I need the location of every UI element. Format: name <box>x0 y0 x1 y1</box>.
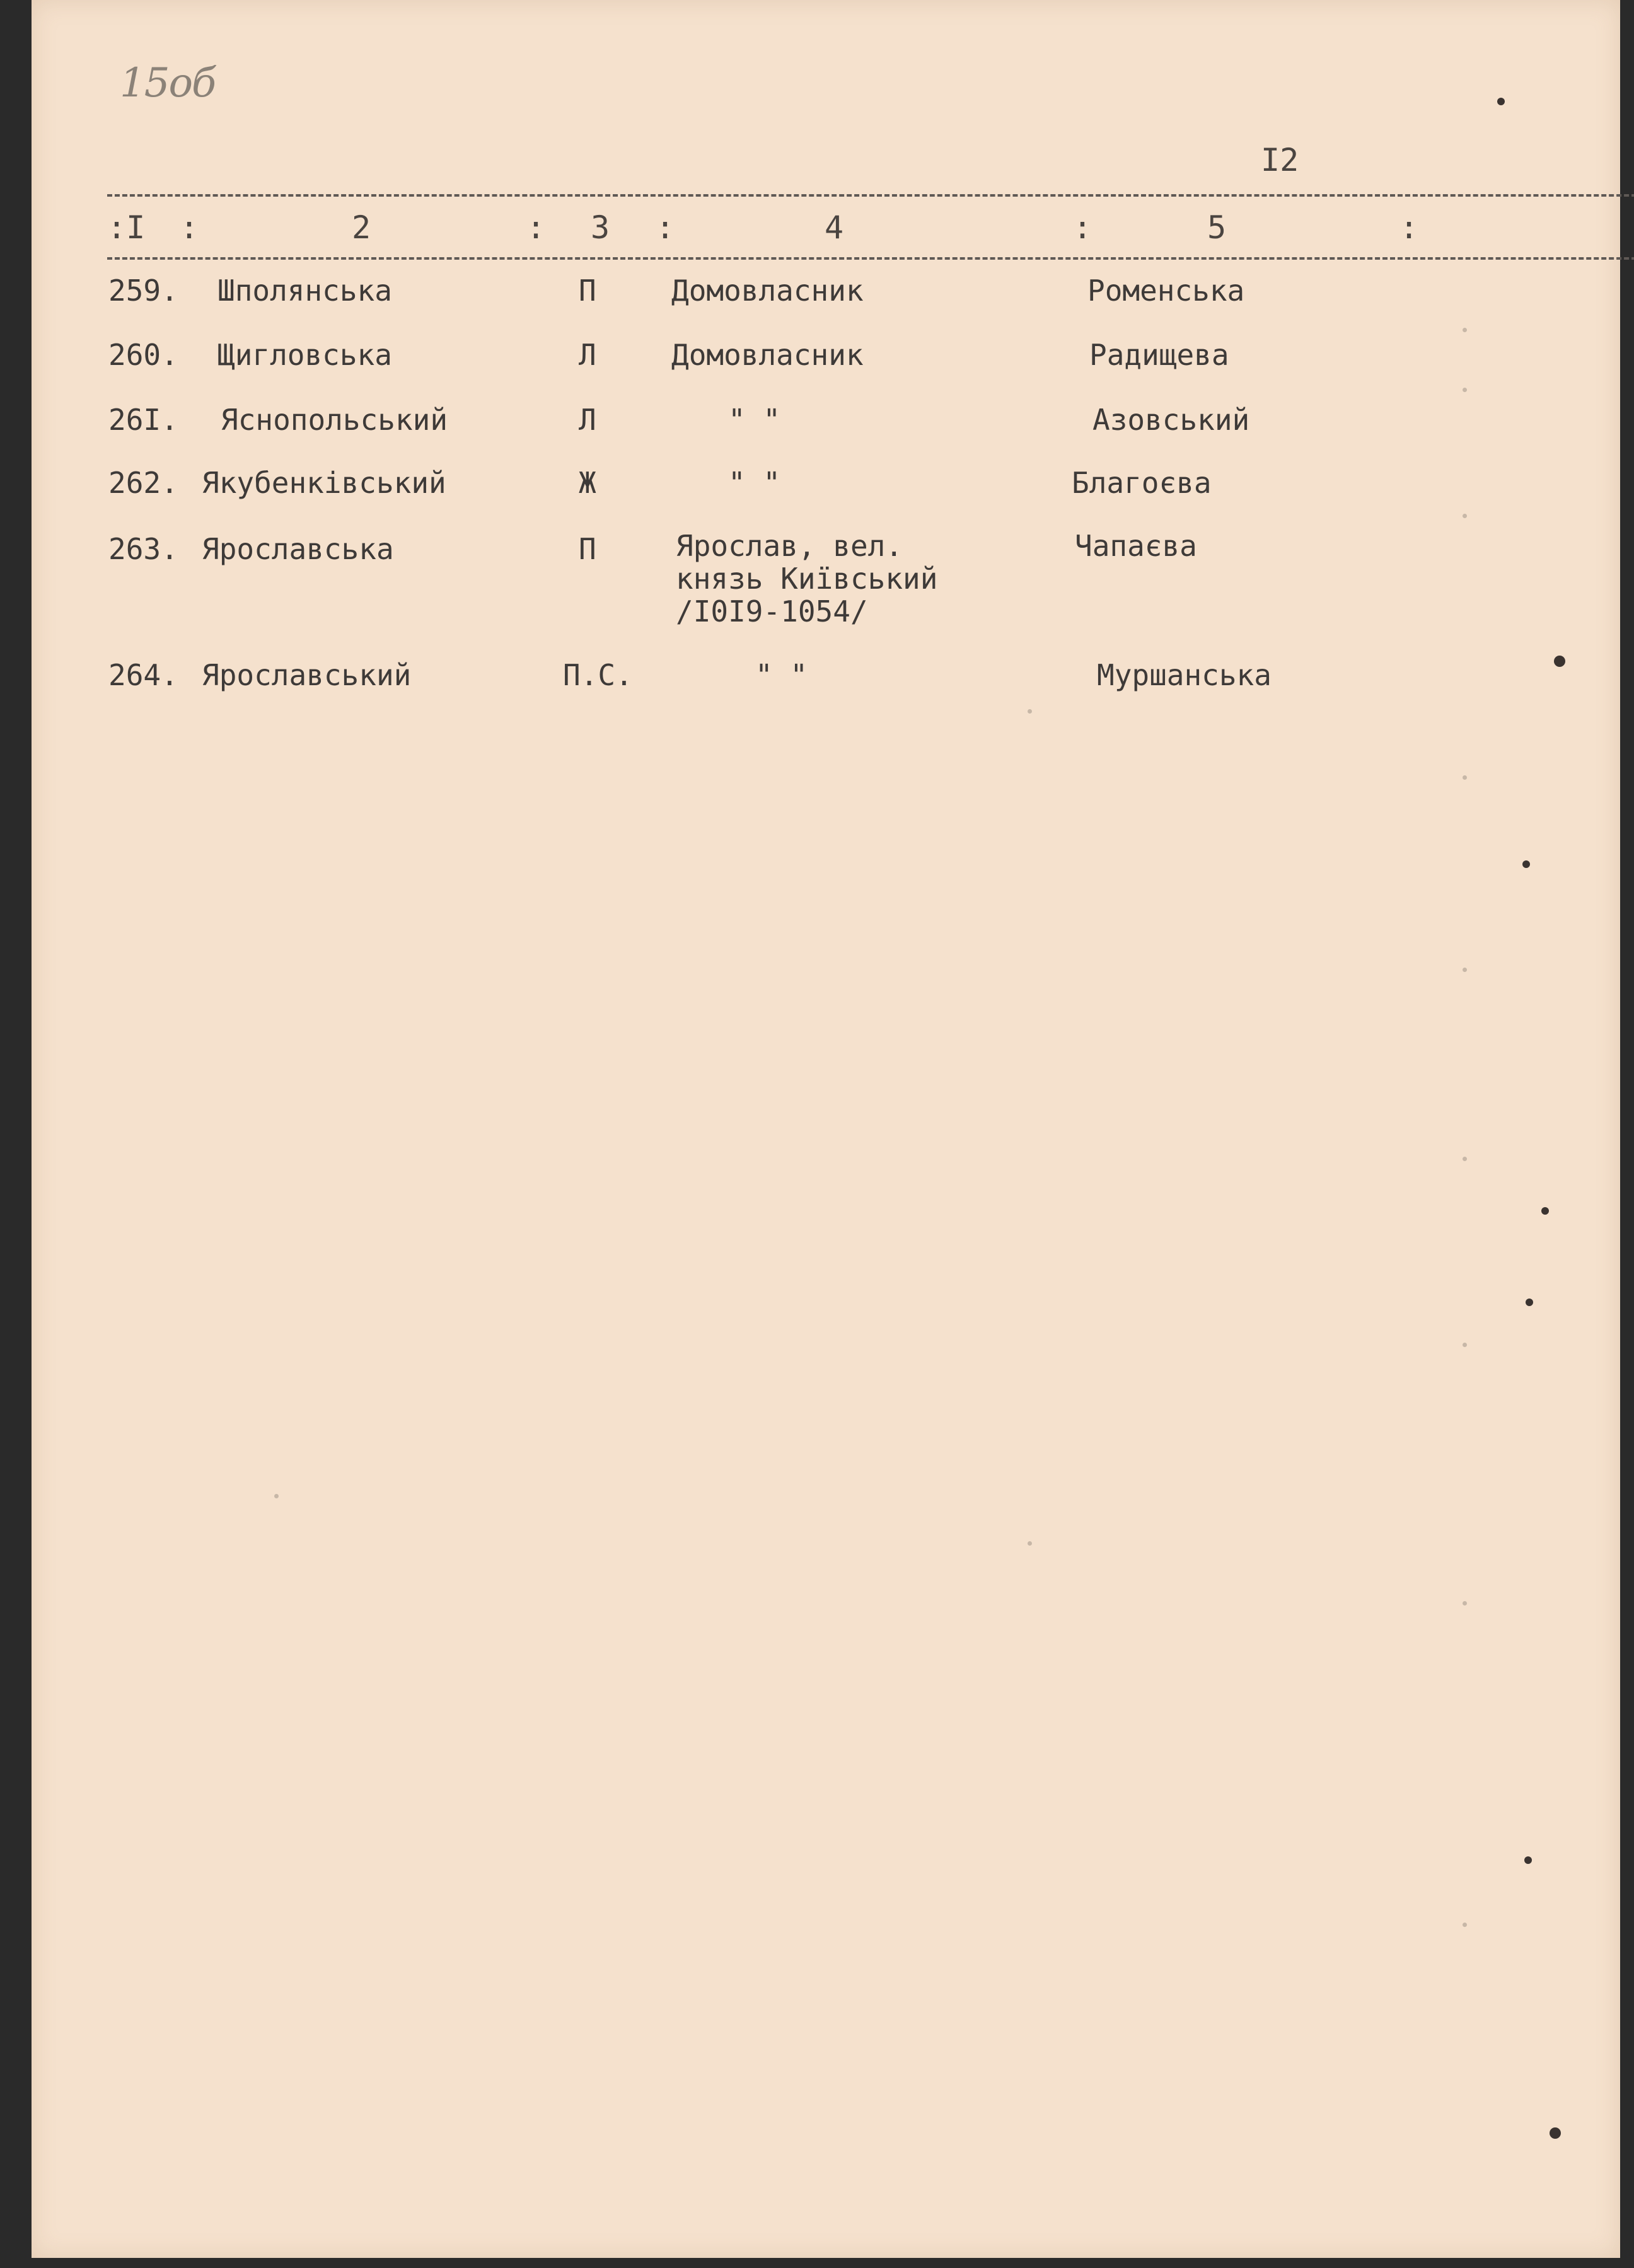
paper-speck <box>1463 1923 1467 1927</box>
paper-speck <box>1463 1343 1467 1347</box>
name-origin: Домовласник <box>671 338 864 372</box>
header-separator: : <box>1399 209 1419 246</box>
former-name: Муршанська <box>1097 658 1272 692</box>
punch-hole-mark <box>1524 1856 1532 1864</box>
paper-speck <box>1463 775 1467 780</box>
row-number: 262. <box>108 466 178 500</box>
punch-hole-mark <box>1497 98 1505 105</box>
header-col4-label: 4 <box>825 209 844 246</box>
header-separator: : <box>1073 209 1092 246</box>
header-col5-label: 5 <box>1207 209 1227 246</box>
name-origin: " " <box>728 466 781 500</box>
table-top-rule <box>107 194 1634 197</box>
paper-speck <box>1463 968 1467 972</box>
row-number: 26І. <box>108 403 178 437</box>
street-name: Яснопольський <box>221 403 448 437</box>
paper-speck <box>1463 388 1467 392</box>
street-name: Ярославська <box>202 532 394 566</box>
name-origin: " " <box>755 658 808 692</box>
name-origin-line2: князь Київський <box>676 562 938 596</box>
punch-hole-mark <box>1522 860 1530 868</box>
street-name: Якубенківський <box>202 466 446 500</box>
paper-speck <box>274 1494 279 1498</box>
street-name: Щигловська <box>217 338 392 372</box>
table-header-rule <box>107 257 1634 260</box>
punch-hole-mark <box>1550 2127 1561 2139</box>
street-type: Ж <box>579 466 596 500</box>
street-type: П <box>579 274 596 308</box>
row-number: 260. <box>108 338 178 372</box>
paper-speck <box>1463 328 1467 332</box>
former-name: Роменська <box>1087 274 1245 308</box>
paper-speck <box>1028 1541 1032 1546</box>
name-origin: Домовласник <box>671 274 864 308</box>
street-type: П.С. <box>563 658 633 692</box>
page-number: І2 <box>1261 142 1299 178</box>
street-type: Л <box>579 338 596 372</box>
paper-speck <box>1028 709 1032 714</box>
paper-speck <box>1463 1157 1467 1161</box>
former-name: Азовський <box>1092 403 1250 437</box>
document-page <box>32 0 1620 2258</box>
row-number: 259. <box>108 274 178 308</box>
header-col3-label: З <box>591 209 610 246</box>
name-origin-line3: /І0І9-1054/ <box>676 594 868 628</box>
former-name: Чапаєва <box>1075 529 1197 563</box>
street-type: Л <box>579 403 596 437</box>
header-separator: : <box>656 209 675 246</box>
street-name: Шполянська <box>217 274 392 308</box>
archive-folio-number: 15об <box>120 60 216 107</box>
paper-speck <box>1463 1601 1467 1606</box>
street-name: Ярославський <box>202 658 412 692</box>
name-origin: Ярослав, вел. <box>676 529 903 563</box>
header-separator: : <box>180 209 199 246</box>
former-name: Радищева <box>1089 338 1229 372</box>
punch-hole-mark <box>1554 656 1565 667</box>
header-separator: : <box>526 209 546 246</box>
row-number: 264. <box>108 658 178 692</box>
header-col1-label: :І <box>107 209 146 246</box>
punch-hole-mark <box>1541 1207 1549 1215</box>
name-origin: " " <box>728 403 781 437</box>
punch-hole-mark <box>1526 1299 1533 1306</box>
paper-speck <box>1463 514 1467 518</box>
row-number: 263. <box>108 532 178 566</box>
former-name: Благоєва <box>1072 466 1212 500</box>
street-type: П <box>579 532 596 566</box>
header-col2-label: 2 <box>352 209 371 246</box>
